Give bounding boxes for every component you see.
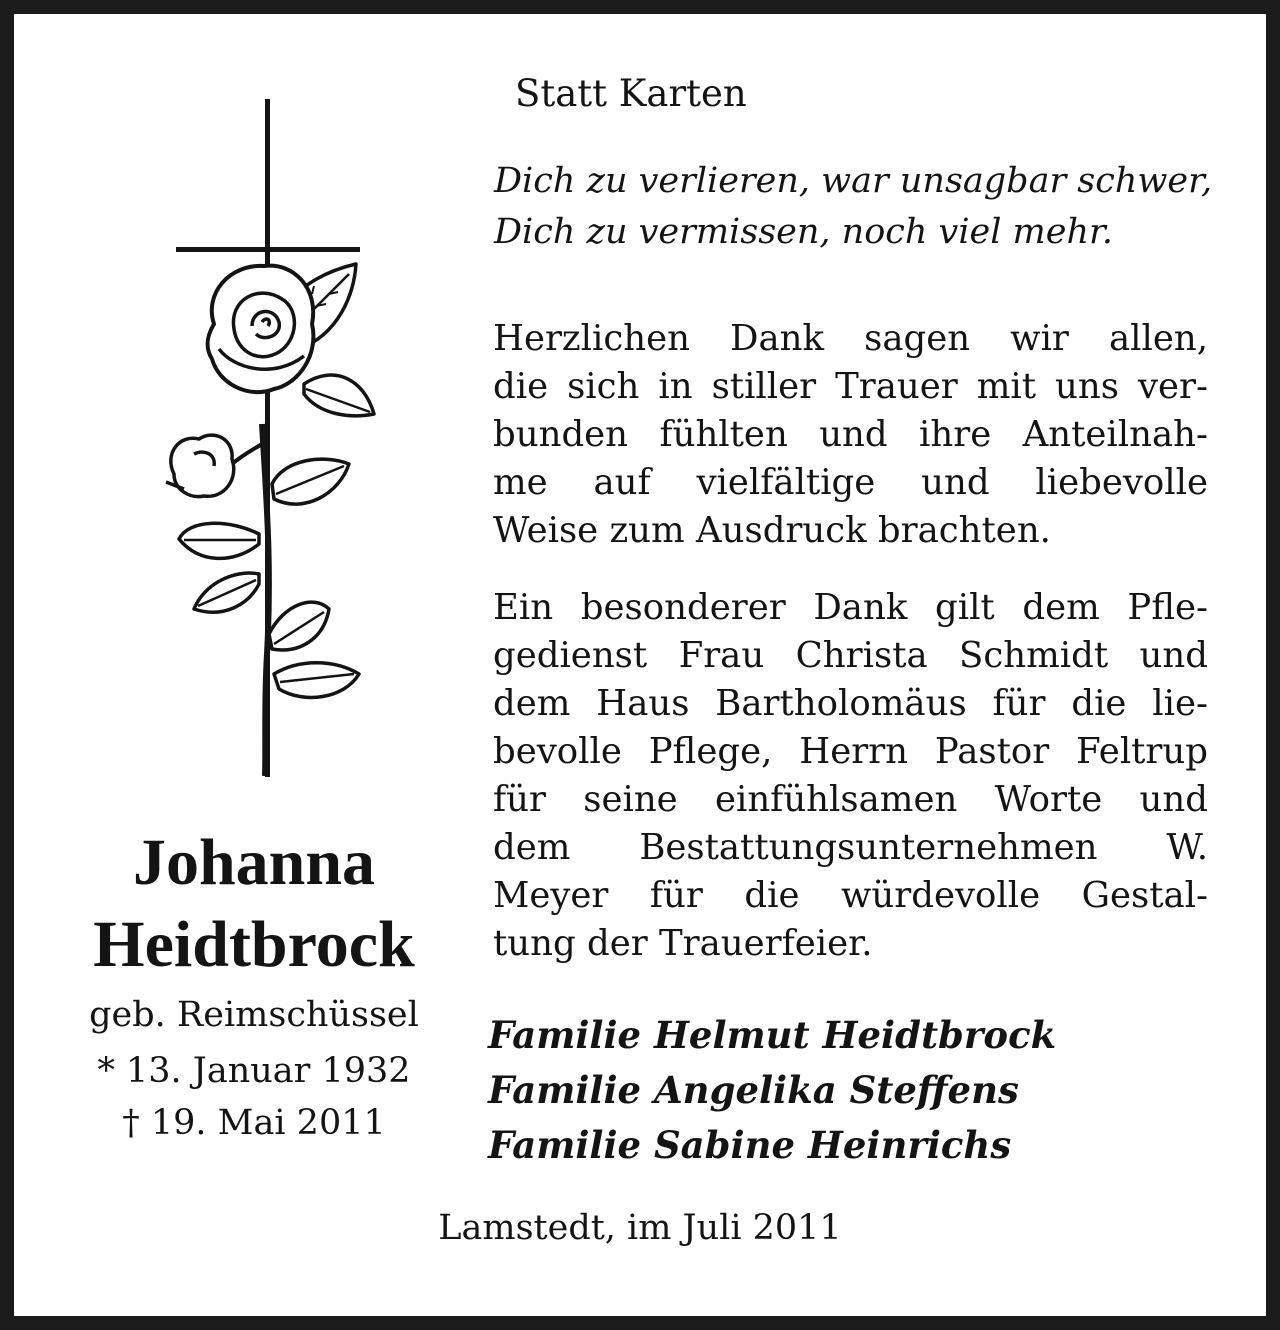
quote-line: Dich zu verlieren, war unsagbar schwer,: [494, 161, 1213, 201]
paragraph-line: bunden fühlten und ihre Anteilnah-: [493, 414, 1208, 455]
statt-karten-heading: Statt Karten: [515, 72, 747, 115]
quote-line: Dich zu vermissen, noch viel mehr.: [494, 212, 1113, 252]
birth-date: * 13. Januar 1932: [97, 1051, 411, 1091]
place-and-date: Lamstedt, im Juli 2011: [438, 1208, 842, 1248]
paragraph-line: dem Bestattungsunternehmen W.: [493, 827, 1208, 868]
family-name: Familie Angelika Steffens: [488, 1068, 1019, 1112]
family-name: Familie Helmut Heidtbrock: [488, 1013, 1057, 1057]
special-thanks-paragraph: [493, 584, 1208, 968]
death-date: † 19. Mai 2011: [122, 1103, 386, 1143]
paragraph-line: Weise zum Ausdruck brachten.: [493, 510, 1051, 551]
paragraph-line: bevolle Pflege, Herrn Pastor Feltrup: [493, 731, 1208, 772]
first-name: Johanna: [132, 826, 376, 899]
paragraph-line: me auf vielfältige und liebevolle: [493, 462, 1208, 503]
family-list: [488, 1008, 1056, 1173]
last-name: Heidtbrock: [93, 908, 415, 981]
obituary-card: [14, 14, 1266, 1316]
memorial-quote: [494, 156, 1214, 258]
thanks-paragraph: [493, 315, 1208, 555]
paragraph-line: für seine einfühlsamen Worte und: [493, 779, 1208, 820]
paragraph-line: tung der Trauerfeier.: [493, 923, 873, 964]
cross-and-rose-artwork: [134, 94, 394, 784]
deceased-name: [34, 822, 474, 986]
paragraph-line: Meyer für die würdevolle Gestal-: [493, 875, 1208, 916]
paragraph-line: Herzlichen Dank sagen wir allen,: [493, 318, 1208, 359]
paragraph-line: gedienst Frau Christa Schmidt und: [493, 635, 1208, 676]
maiden-name: geb. Reimschüssel: [89, 995, 419, 1035]
paragraph-line: Ein besonderer Dank gilt dem Pfle-: [493, 587, 1208, 628]
paragraph-line: die sich in stiller Trauer mit uns ver-: [493, 366, 1208, 407]
paragraph-line: dem Haus Bartholomäus für die lie-: [493, 683, 1208, 724]
family-name: Familie Sabine Heinrichs: [488, 1123, 1012, 1167]
